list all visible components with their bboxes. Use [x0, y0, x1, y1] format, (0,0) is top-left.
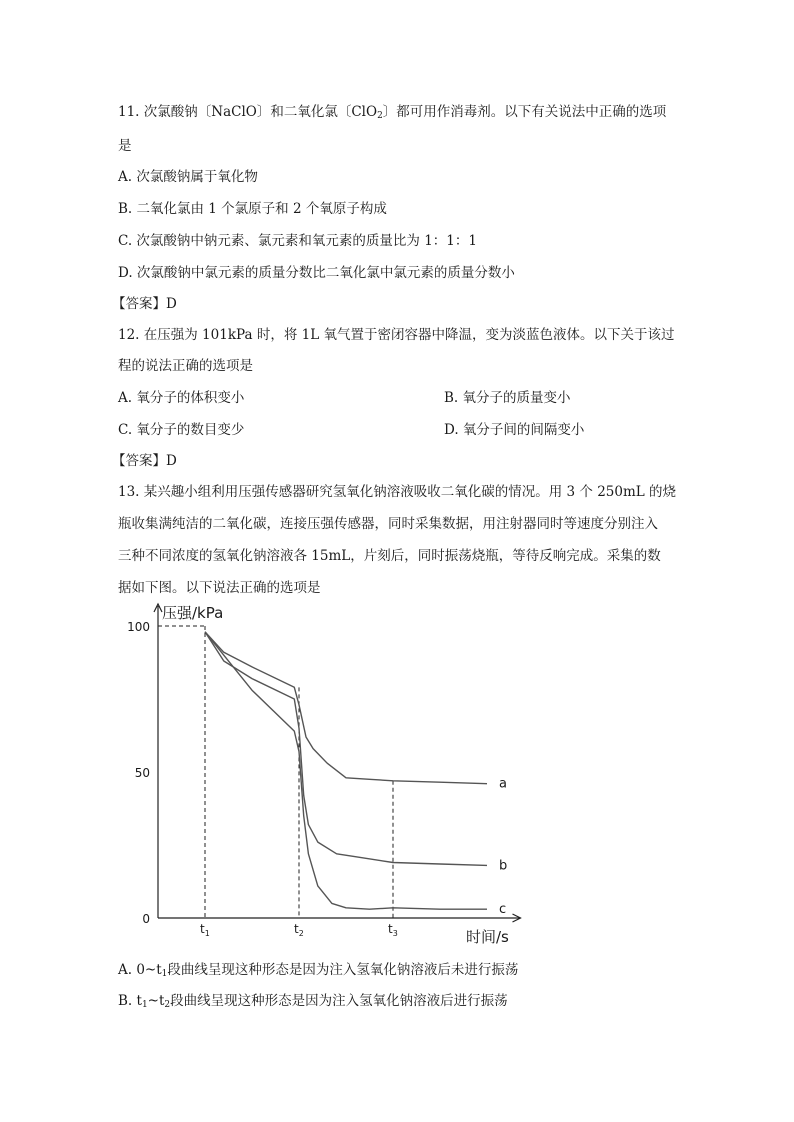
curve-label-a: a [499, 776, 507, 792]
q12-option-d: D. 氧分子间的间隔变小 [444, 422, 585, 438]
q11-option-b: B. 二氧化氯由 1 个氯原子和 2 个氧原子构成 [118, 201, 387, 217]
q12-answer: 【答案】D [112, 453, 177, 469]
q11-stem-part1: 11. 次氯酸钠〔NaClO〕和二氧化氯〔ClO [118, 104, 378, 120]
pressure-time-chart [100, 598, 540, 948]
q13-option-a-part2: 段曲线呈现这种形态是因为注入氢氧化钠溶液后未进行振荡 [167, 962, 519, 978]
q13-option-a-part1: A. 0~t [118, 962, 162, 978]
curve-label-b: b [499, 858, 508, 874]
q11-stem-line1 [118, 100, 666, 121]
q13-stem-line3: 三种不同浓度的氢氧化钠溶液各 15mL，片刻后，同时振荡烧瓶，等待反响完成。采集的数 [118, 548, 661, 564]
q11-option-d: D. 次氯酸钠中氯元素的质量分数比二氧化氯中氯元素的质量分数小 [118, 265, 515, 281]
x-tick-label: $t_1$ [200, 922, 210, 938]
q12-option-a: A. 氧分子的体积变小 [118, 390, 245, 406]
q12-stem-line2: 程的说法正确的选项是 [118, 358, 253, 374]
y-tick-label: 100 [127, 620, 150, 634]
q12-option-b: B. 氧分子的质量变小 [444, 390, 571, 406]
chart-guides [158, 626, 393, 918]
q13-option-b-part1: B. t [118, 993, 142, 1009]
q13-option-b-part2: 段曲线呈现这种形态是因为注入氢氧化钠溶液后进行振荡 [170, 993, 508, 1009]
q12-option-c: C. 氧分子的数目变少 [118, 422, 245, 438]
q13-stem-line4: 据如下图。以下说法正确的选项是 [118, 580, 321, 596]
chart-labels [127, 604, 509, 946]
q11-stem-sub: 2 [377, 111, 383, 121]
q13-stem-line2: 瓶收集满纯洁的二氧化碳，连接压强传感器，同时采集数据，用注射器同时等速度分别注入 [118, 516, 658, 532]
q11-stem-part2: 〕都可用作消毒剂。以下有关说法中正确的选项 [382, 104, 667, 120]
y-tick-label: 0 [142, 912, 150, 926]
q11-answer: 【答案】D [112, 296, 177, 312]
curve-a [205, 632, 487, 784]
curve-c [205, 632, 487, 909]
q11-option-c: C. 次氯酸钠中钠元素、氯元素和氧元素的质量比为 1：1：1 [118, 233, 477, 249]
q13-option-b-sub1: 1 [141, 1000, 148, 1010]
q13-stem-line1: 13. 某兴趣小组利用压强传感器研究氢氧化钠溶液吸收二氧化碳的情况。用 3 个 250mL 的烧 [118, 484, 677, 500]
q13-option-b-sub2: 2 [164, 1000, 171, 1010]
chart-curves [205, 632, 487, 909]
curve-label-c: c [499, 902, 507, 918]
x-axis-title: 时间/s [466, 928, 509, 946]
q13-option-b-mid: ~t [147, 993, 165, 1009]
chart-axes [154, 604, 521, 922]
q11-stem-line2: 是 [118, 138, 132, 154]
x-tick-label: $t_3$ [388, 922, 398, 938]
y-axis-title: 压强/kPa [162, 604, 224, 622]
q13-option-b [118, 989, 508, 1010]
q13-option-a [118, 958, 518, 979]
q11-option-a: A. 次氯酸钠属于氧化物 [118, 169, 258, 185]
x-tick-label: $t_2$ [294, 922, 304, 938]
q13-option-a-sub: 1 [161, 969, 168, 979]
y-tick-label: 50 [134, 766, 150, 780]
curve-b [205, 632, 487, 866]
q12-stem-line1: 12. 在压强为 101kPa 时，将 1L 氧气置于密闭容器中降温，变为淡蓝色液体。以下关于该过 [118, 327, 675, 343]
